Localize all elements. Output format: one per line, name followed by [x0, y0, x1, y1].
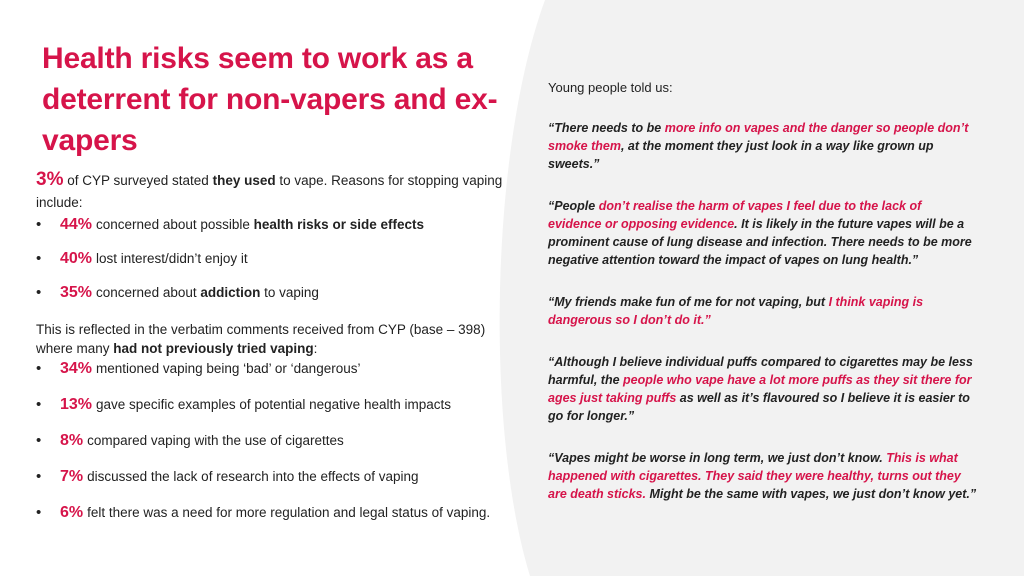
verbatim-intro-paragraph: This is reflected in the verbatim comments received from CYP (base – 398) where many had not previously tried vaping:: [36, 322, 486, 356]
list-item: • 6% felt there was a need for more regulation and legal status of vaping.: [36, 502, 506, 538]
quote-3: “My friends make fun of me for not vaping, but I think vaping is dangerous so I don’t do it.”: [548, 295, 924, 327]
quote-2: “People don’t realise the harm of vapes I feel due to the lack of evidence or opposing evidence. It is likely in the future vapes will be a prominent cause of lung disease and infection. There needs to be more negative attention toward the impact of vapes on lung health.”: [548, 199, 972, 267]
quote-1: “There needs to be more info on vapes and the danger so people don’t smoke them, at the moment they just look in a way like grown up sweets.”: [548, 121, 969, 171]
usage-stat-paragraph: [36, 169, 506, 214]
list-item: • 35% concerned about addiction to vaping: [36, 282, 506, 316]
verbatim-stats-list: [36, 358, 506, 538]
page-title: Health risks seem to work as a deterrent for non-vapers and ex-vapers: [42, 42, 498, 157]
quote-4: “Although I believe individual puffs compared to cigarettes may be less harmful, the people who vape have a lot more puffs as they sit there for ages just taking puffs as well as it’s flavoured so I believe it is easier to go for longer.”: [548, 355, 973, 423]
left-column: [36, 38, 506, 538]
usage-stat-pct: 3%: [36, 169, 64, 190]
list-item: • 44% concerned about possible health risks or side effects: [36, 214, 506, 248]
list-item: • 40% lost interest/didn’t enjoy it: [36, 248, 506, 282]
quotes-intro: Young people told us:: [548, 80, 673, 95]
usage-stat-text-after: to vape. Reasons for stopping vaping include:: [36, 173, 503, 210]
list-item: • 13% gave specific examples of potential negative health impacts: [36, 394, 506, 430]
usage-stat-text-before: of CYP surveyed stated: [67, 173, 213, 188]
list-item: • 7% discussed the lack of research into the effects of vaping: [36, 466, 506, 502]
stopping-reasons-list: [36, 214, 506, 316]
quote-5: “Vapes might be worse in long term, we just don’t know. This is what happened with cigarettes. They said they were healthy, turns out they are death sticks. Might be the same with vapes, we just don’t know yet.”: [548, 451, 977, 501]
list-item: • 34% mentioned vaping being ‘bad’ or ‘dangerous’: [36, 358, 506, 394]
quotes-column: [548, 80, 978, 527]
usage-stat-bold: they used: [212, 173, 276, 188]
list-item: • 8% compared vaping with the use of cigarettes: [36, 430, 506, 466]
